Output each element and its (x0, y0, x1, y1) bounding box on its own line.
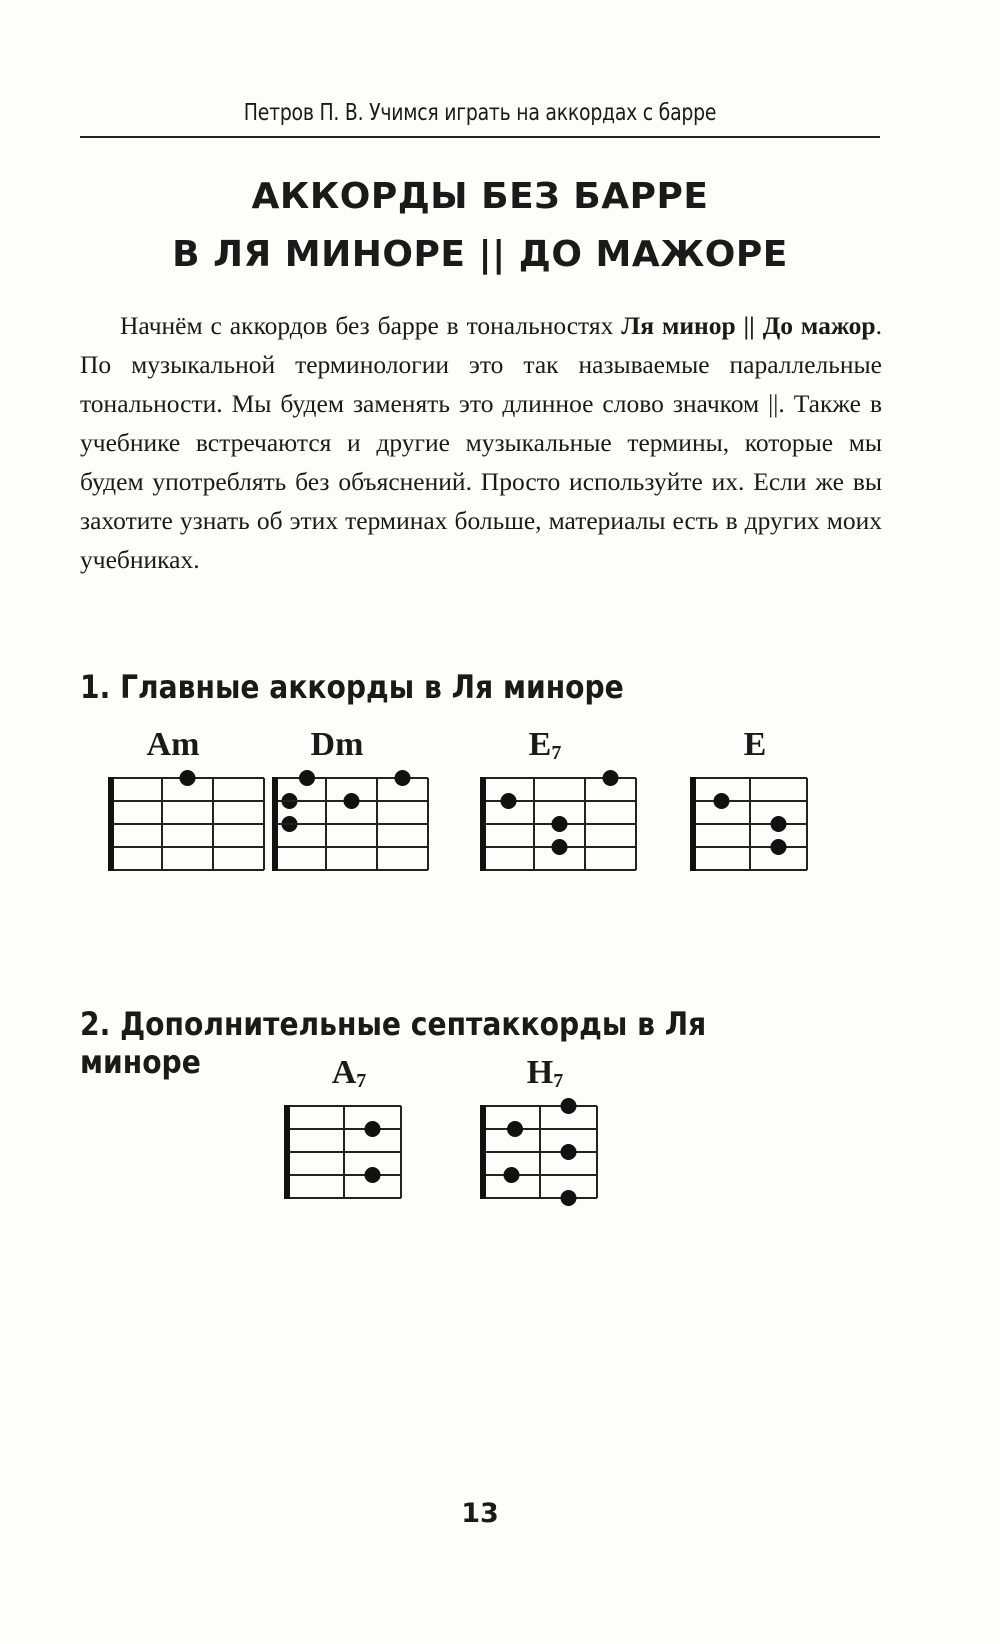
chord-grid (272, 776, 442, 896)
chord-nut (272, 777, 278, 871)
finger-dot (501, 793, 517, 809)
title-line-1: АККОРДЫ БЕЗ БАРРЕ (251, 176, 709, 217)
section-heading-seventh-chords: 2. Дополнительные септаккорды в Ля миноре (80, 1005, 707, 1081)
intro-text: Начнём с аккордов без барре в тональностях (120, 311, 622, 340)
finger-dot (714, 793, 730, 809)
chord-name: $A_7$ (331, 1054, 367, 1092)
chord-nut (284, 1105, 290, 1199)
finger-dot (603, 770, 619, 786)
finger-dot (504, 1167, 520, 1183)
finger-dot (552, 839, 568, 855)
chord-nut (690, 777, 696, 871)
finger-dot (771, 839, 787, 855)
intro-text: . По музыкальной терминологии это так называемые параллельные тональности. Мы будем заменять это длинное слово значком ||. Также в учебнике встречаются и другие музыкальные термины, которые мы будем употреблять без объяснений. Просто используйте их. Если же вы захотите узнать об этих терминах больше, материалы есть в других моих учебниках. (80, 311, 882, 574)
running-title: Петров П. В. Учимся играть на аккордах с барре (243, 100, 717, 126)
intro-paragraph (80, 306, 882, 579)
intro-bold-key-minor: Ля минор || (621, 311, 755, 340)
page-title (80, 168, 880, 284)
finger-dot (771, 816, 787, 832)
chord-name: $E_7$ (528, 726, 562, 764)
chord-nut (480, 1105, 486, 1199)
chord-grid (690, 776, 820, 896)
chord-nut (108, 777, 114, 871)
finger-dot (180, 770, 196, 786)
chord-grid (480, 1104, 610, 1224)
intro-bold-key-major: До мажор (762, 311, 876, 340)
finger-dot (561, 1098, 577, 1114)
chord-grid (108, 776, 238, 896)
chord-nut (480, 777, 486, 871)
finger-dot (561, 1190, 577, 1206)
finger-dot (561, 1144, 577, 1160)
finger-dot (395, 770, 411, 786)
section-heading-main-chords: 1. Главные аккорды в Ля миноре (80, 668, 624, 706)
intro-text (755, 311, 763, 340)
finger-dot (552, 816, 568, 832)
chord-name: $H_7$ (526, 1054, 564, 1092)
header-rule (80, 136, 880, 138)
finger-dot (507, 1121, 523, 1137)
finger-dot (365, 1121, 381, 1137)
chord-name: Am (146, 726, 200, 763)
finger-dot (299, 770, 315, 786)
page-number: 13 (461, 1498, 499, 1529)
chord-name: E (743, 726, 767, 763)
finger-dot (365, 1167, 381, 1183)
finger-dot (344, 793, 360, 809)
chord-grid (480, 776, 650, 896)
title-line-2: В ЛЯ МИНОРЕ || ДО МАЖОРЕ (172, 234, 788, 275)
chord-grid (284, 1104, 414, 1224)
chord-name: Dm (310, 726, 364, 763)
